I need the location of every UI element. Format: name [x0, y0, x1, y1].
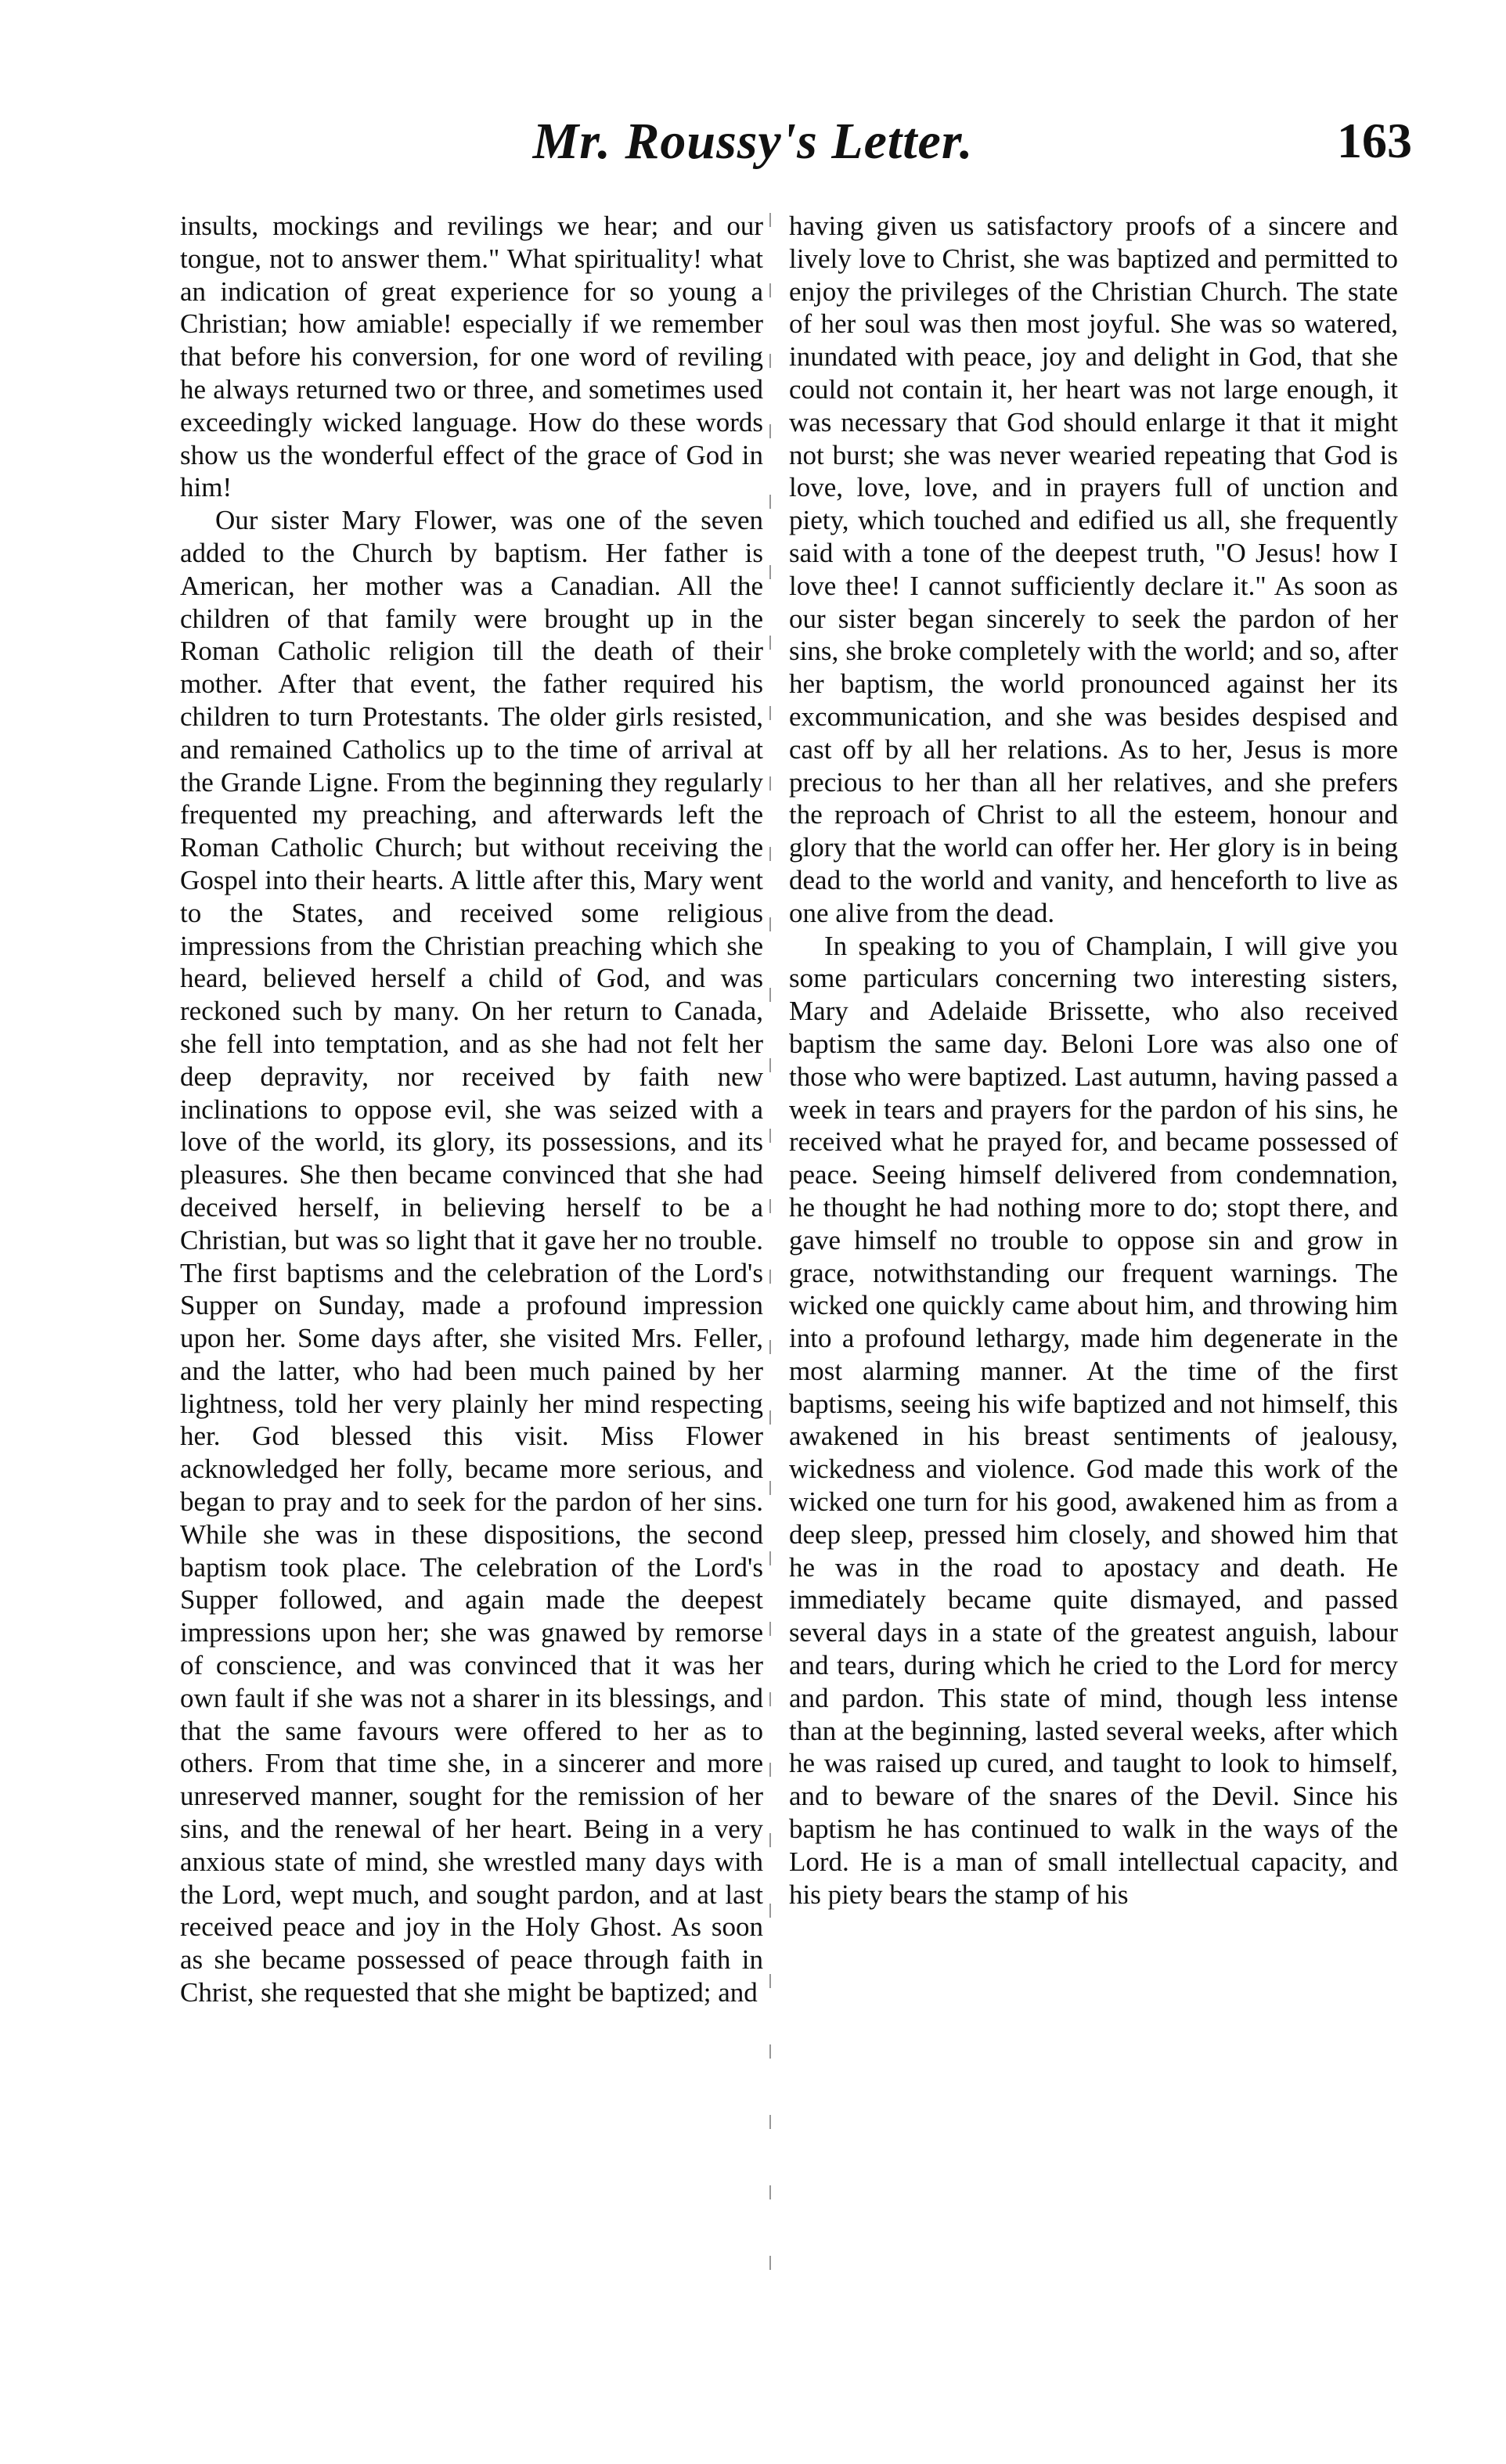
page-number: 163 [1337, 113, 1412, 168]
paragraph: having given us satisfactory proofs of a sincere and lively love to Christ, she was baptized and permitted to enjoy the privileges of the Christian Church. The state of her soul was then most joyful. She was so watered, inundated with peace, joy and delight in God, that she could not contain it, her heart was not large enough, it was necessary that God should enlarge it that it might not burst; she was never wearied repeating that God is love, love, love, and in prayers full of unction and piety, which touched and edified us all, she frequently said with a tone of the deepest truth, "O Jesus! how I love thee! I cannot sufficiently declare it." As soon as our sister began sincerely to seek the pardon of her sins, she broke completely with the world; and so, after her baptism, the world pronounced against her its excommunication, and she was besides despised and cast off by all her relations. As to her, Jesus is more precious to her than all her relatives, and she prefers the reproach of Christ to all the esteem, honour and glory that the world can offer her. Her glory is in being dead to the world and vanity, and henceforth to live as one alive from the dead. [789, 211, 1398, 928]
paragraph: insults, mockings and revilings we hear; and our tongue, not to answer them." What spirituality! what an indication of great experience for so young a Christian; how amiable! especially if we remember that before his conversion, for one word of reviling he always returned two or three, and sometimes used exceedingly wicked language. How do these words show us the wonderful effect of the grace of God in him! [180, 211, 763, 503]
left-column [180, 210, 763, 2417]
paragraph: In speaking to you of Champlain, I will give you some particulars concerning two interesting sisters, Mary and Adelaide Brissette, who also received baptism the same day. Beloni Lore was also one of those who were baptized. Last autumn, having passed a week in tears and prayers for the pardon of his sins, he received what he prayed for, and became possessed of peace. Seeing himself delivered from condemnation, he thought he had nothing more to do; stopt there, and gave himself no trouble to oppose sin and grow in grace, notwithstanding our frequent warnings. The wicked one quickly came about him, and throwing him into a profound lethargy, made him degenerate in the most alarming manner. At the time of the first baptisms, seeing his wife baptized and not himself, this awakened in his breast sentiments of jealousy, wickedness and violence. God made this work of the wicked one turn for his good, awakened him as from a deep sleep, pressed him closely, and showed him that he was in the road to apostacy and death. He immediately became quite dismayed, and passed several days in a state of the greatest anguish, labour and tears, during which he cried to the Lord for mercy and pardon. This state of mind, though less intense than at the beginning, lasted several weeks, after which he was raised up cured, and taught to look to himself, and to beware of the snares of the Devil. Since his baptism he has continued to walk in the ways of the Lord. He is a man of small intellectual capacity, and his piety bears the stamp of his [789, 930, 1398, 1910]
right-column [789, 210, 1398, 2417]
running-title: Mr. Roussy's Letter. [532, 113, 974, 170]
column-divider [769, 213, 771, 2326]
paragraph: Our sister Mary Flower, was one of the seven added to the Church by baptism. Her father is American, her mother was a Canadian. All the children of that family were brought up in the Roman Catholic religion till the death of their mother. After that event, the father required his children to turn Protestants. The older girls resisted, and remained Catholics up to the time of arrival at the Grande Ligne. From the beginning they regularly frequented my preaching, and afterwards left the Roman Catholic Church; but without receiving the Gospel into their hearts. A little after this, Mary went to the States, and received some religious impressions from the Christian preaching which she heard, believed herself a child of God, and was reckoned such by many. On her return to Canada, she fell into temptation, and as she had not felt her deep depravity, nor received by faith new inclinations to oppose evil, she was seized with a love of the world, its glory, its possessions, and its pleasures. She then became convinced that she had deceived herself, in believing herself to be a Christian, but was so light that it gave her no trouble. The first baptisms and the celebration of the Lord's Supper on Sunday, made a profound impression upon her. Some days after, she visited Mrs. Feller, and the latter, who had been much pained by her lightness, told her very plainly her mind respecting her. God blessed this visit. Miss Flower acknowledged her folly, became more serious, and began to pray and to seek for the pardon of her sins. While she was in these dispositions, the second baptism took place. The celebration of the Lord's Supper followed, and again made the deepest impressions upon her; she was gnawed by remorse of conscience, and was convinced that it was her own fault if she was not a sharer in its blessings, and that the same favours were offered to her as to others. From that time she, in a sincerer and more unreserved manner, sought for the remission of her sins, and the renewal of her heart. Being in a very anxious state of mind, she wrestled many days with the Lord, wept much, and sought pardon, and at last received peace and joy in the Holy Ghost. As soon as she became possessed of peace through faith in Christ, she requested that she might be baptized; and [180, 505, 763, 2008]
